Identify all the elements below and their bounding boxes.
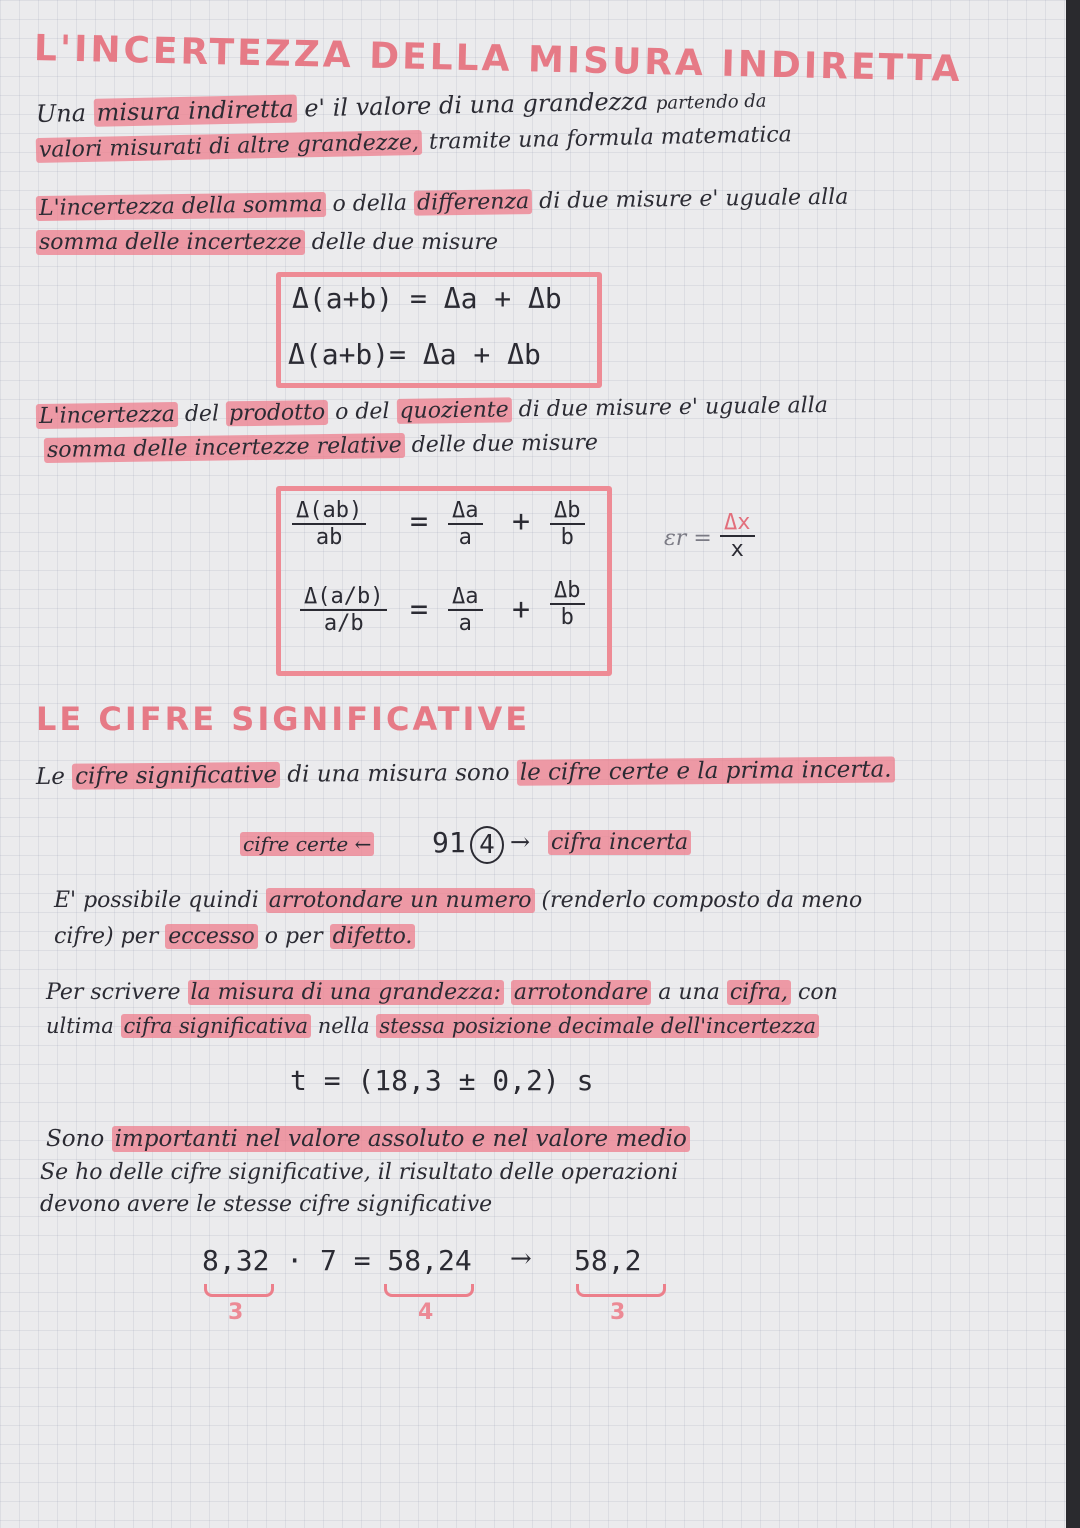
intro-line-1: Una misura indiretta e' il valore di una grandezza partendo da — [35, 87, 767, 128]
hl-importanti: importanti nel valore assoluto e nel valore medio — [112, 1126, 690, 1152]
hl-misura-indiretta: misura indiretta — [93, 95, 297, 127]
frac-delta-b-2: $\frac{\Delta b}{b}$ — [550, 578, 585, 630]
hl-eccesso: eccesso — [165, 924, 258, 949]
example-number: 91 — [432, 826, 466, 859]
calc-expression: 8,32 · 7 = 58,24 — [202, 1244, 472, 1277]
sig-count-3: 3 — [610, 1300, 626, 1325]
sum-line-2: somma delle incertezze delle due misure — [36, 230, 498, 255]
hl-stessa-posizione: stessa posizione decimale dell'incertezza — [376, 1014, 819, 1038]
round-line-1: E' possibile quindi arrotondare un numero (renderlo composto da meno — [54, 888, 863, 913]
hl-incertezza-somma: L'incertezza della somma — [36, 192, 326, 221]
intro-line-2: valori misurati di altre grandezze, tramite una formula matematica — [36, 122, 792, 163]
relative-error-lhs: εr = — [664, 526, 712, 551]
hl-misura-grandezza: la misura di una grandezza: — [188, 980, 504, 1005]
frac-delta-a-over-b: $\frac{\Delta(a/b)}{a/b}$ — [300, 584, 387, 636]
hl-valori-misurati: valori misurati di altre grandezze, — [36, 130, 423, 163]
sig-count-2: 4 — [418, 1300, 434, 1325]
sig-line-1: Le cifre significative di una misura sono le cifre certe e la prima incerta. — [36, 757, 895, 790]
sum-line-1: L'incertezza della somma o della differenza di due misure e' uguale alla — [36, 185, 849, 221]
hl-somma-incertezze-relative: somma delle incertezze relative — [44, 433, 405, 463]
sum-formula-2: Δ(a+b)= Δa + Δb — [288, 338, 541, 371]
hl-cifre-certe: le cifre certe e la prima incerta. — [517, 757, 895, 786]
equals-2: = — [410, 592, 429, 627]
hl-quoziente: quoziente — [396, 397, 512, 424]
equals-1: = — [410, 504, 429, 539]
hl-incertezza: L'incertezza — [36, 402, 178, 429]
brace-2 — [384, 1284, 474, 1297]
brace-1 — [204, 1284, 274, 1297]
plus-1: + — [512, 504, 531, 539]
hl-arrotondare: arrotondare un numero — [266, 888, 535, 913]
page-edge-shadow — [1066, 0, 1080, 1528]
prod-line-2: somma delle incertezze relative delle due misure — [44, 430, 598, 463]
cifre-certe-label: cifre certe ← — [240, 832, 374, 856]
important-line-1: Sono importanti nel valore assoluto e nel valore medio — [46, 1126, 690, 1152]
brace-3 — [576, 1284, 666, 1297]
hl-differenza: differenza — [414, 189, 532, 216]
page-title: L'INCERTEZZA DELLA MISURA INDIRETTA — [33, 28, 963, 91]
hl-cifra: cifra, — [727, 980, 791, 1005]
important-line-3: devono avere le stesse cifre significative — [40, 1192, 493, 1217]
sig-count-1: 3 — [228, 1300, 244, 1325]
important-line-2: Se ho delle cifre significative, il risultato delle operazioni — [40, 1160, 679, 1185]
round-line-2: cifre) per eccesso o per difetto. — [54, 924, 415, 949]
frac-delta-ab: $\frac{\Delta(ab)}{ab}$ — [292, 498, 366, 550]
calc-arrow-icon: → — [510, 1244, 532, 1274]
frac-delta-b-1: $\frac{\Delta b}{b}$ — [550, 498, 585, 550]
hl-somma-incertezze: somma delle incertezze — [36, 230, 305, 255]
hl-cifre-significative: cifre significative — [72, 762, 280, 790]
circled-digit: 4 — [470, 826, 504, 864]
plus-2: + — [512, 592, 531, 627]
frac-delta-a-2: $\frac{\Delta a}{a}$ — [448, 584, 483, 636]
hl-difetto: difetto. — [330, 924, 416, 949]
write-line-1: Per scrivere la misura di una grandezza: arrotondare a una cifra, con — [46, 980, 838, 1005]
relative-error-frac: $\frac{\Delta x}{x}$ — [720, 510, 755, 562]
write-line-2: ultima cifra significativa nella stessa posizione decimale dell'incertezza — [46, 1014, 819, 1038]
prod-line-1: L'incertezza del prodotto o del quoziente di due misure e' uguale alla — [36, 393, 828, 429]
calc-result: 58,2 — [574, 1244, 642, 1277]
frac-delta-a-1: $\frac{\Delta a}{a}$ — [448, 498, 483, 550]
hl-prodotto: prodotto — [226, 400, 328, 426]
sum-formula-1: Δ(a+b) = Δa + Δb — [292, 282, 562, 315]
example-measure: t = (18,3 ± 0,2) s — [290, 1064, 594, 1097]
cifra-incerta-label: cifra incerta — [548, 830, 691, 855]
arrow-right-icon: → — [510, 828, 531, 856]
hl-arrotondare-2: arrotondare — [511, 980, 651, 1005]
section-title-cifre: LE CIFRE SIGNIFICATIVE — [36, 700, 531, 738]
hl-cifra-significativa: cifra significativa — [121, 1014, 312, 1038]
